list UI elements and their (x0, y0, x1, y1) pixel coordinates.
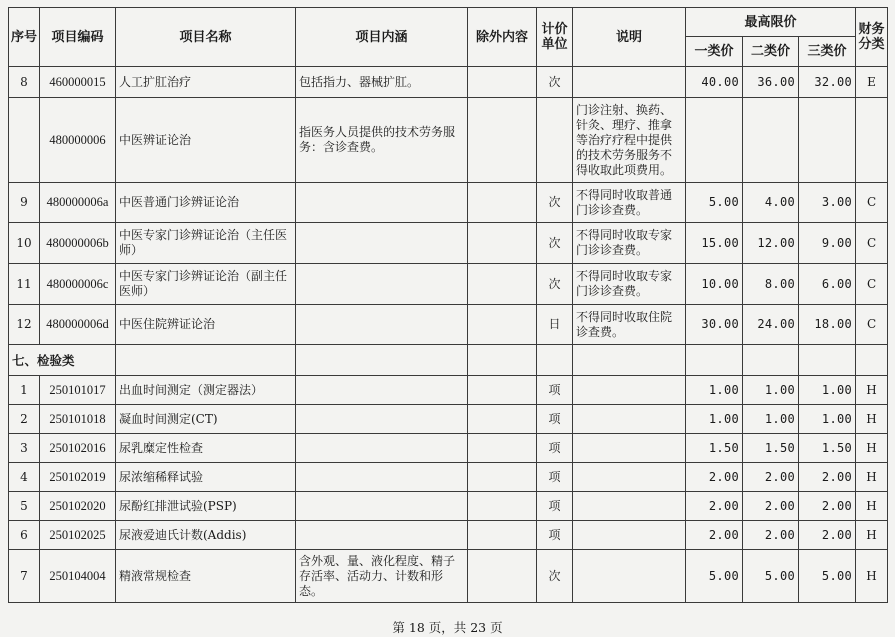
row-name: 精液常规检查 (116, 550, 296, 603)
row-seq: 8 (9, 67, 40, 98)
row-price-class2: 36.00 (743, 67, 799, 98)
row-content (296, 463, 468, 492)
row-name: 尿液爱迪氏计数(Addis) (116, 521, 296, 550)
section-row (9, 345, 888, 376)
row-excluded (468, 223, 537, 264)
table-row (9, 223, 888, 264)
row-finance: H (856, 521, 888, 550)
row-note: 不得同时收取专家门诊诊查费。 (573, 264, 686, 305)
table-row (9, 550, 888, 603)
row-code: 480000006a (40, 183, 116, 223)
header-class1: 一类价 (686, 37, 743, 67)
row-note (573, 521, 686, 550)
row-price-class3: 6.00 (799, 264, 856, 305)
row-content (296, 405, 468, 434)
row-content: 包括指力、器械扩肛。 (296, 67, 468, 98)
row-code: 480000006c (40, 264, 116, 305)
row-price-class3: 3.00 (799, 183, 856, 223)
row-price-class1: 10.00 (686, 264, 743, 305)
row-seq: 7 (9, 550, 40, 603)
table-row (9, 183, 888, 223)
row-content (296, 521, 468, 550)
table-row (9, 434, 888, 463)
row-unit: 日 (537, 305, 573, 345)
row-excluded (468, 463, 537, 492)
row-note (573, 405, 686, 434)
row-unit: 项 (537, 521, 573, 550)
header-unit: 计价单位 (537, 8, 573, 67)
row-price-class3: 2.00 (799, 463, 856, 492)
row-excluded (468, 550, 537, 603)
row-excluded (468, 183, 537, 223)
row-finance: H (856, 376, 888, 405)
row-excluded (468, 305, 537, 345)
row-price-class2: 1.50 (743, 434, 799, 463)
row-finance: C (856, 183, 888, 223)
row-unit (537, 98, 573, 183)
header-class2: 二类价 (743, 37, 799, 67)
row-seq: 3 (9, 434, 40, 463)
row-price-class1: 5.00 (686, 183, 743, 223)
row-unit: 项 (537, 492, 573, 521)
page-footer: 第 18 页，共 23 页 (392, 620, 503, 635)
row-excluded (468, 67, 537, 98)
row-name: 中医普通门诊辨证论治 (116, 183, 296, 223)
table-row (9, 521, 888, 550)
row-price-class3: 5.00 (799, 550, 856, 603)
row-unit: 次 (537, 550, 573, 603)
row-content (296, 492, 468, 521)
row-price-class1: 1.00 (686, 405, 743, 434)
row-price-class3: 18.00 (799, 305, 856, 345)
row-price-class3: 1.00 (799, 405, 856, 434)
row-price-class2: 2.00 (743, 463, 799, 492)
row-finance: H (856, 434, 888, 463)
row-name: 凝血时间测定(CT) (116, 405, 296, 434)
row-code: 480000006b (40, 223, 116, 264)
header-class3: 三类价 (799, 37, 856, 67)
table-row (9, 67, 888, 98)
table-row (9, 463, 888, 492)
row-price-class3: 1.00 (799, 376, 856, 405)
row-excluded (468, 521, 537, 550)
header-excluded: 除外内容 (468, 8, 537, 67)
row-price-class2 (743, 98, 799, 183)
row-note: 不得同时收取住院诊查费。 (573, 305, 686, 345)
row-price-class2: 1.00 (743, 405, 799, 434)
row-name: 尿浓缩稀释试验 (116, 463, 296, 492)
row-content (296, 376, 468, 405)
row-note (573, 67, 686, 98)
row-seq: 2 (9, 405, 40, 434)
row-content: 指医务人员提供的技术劳务服务：含诊查费。 (296, 98, 468, 183)
row-price-class2: 12.00 (743, 223, 799, 264)
row-content (296, 434, 468, 463)
table-row (9, 305, 888, 345)
table-row (9, 376, 888, 405)
row-unit: 次 (537, 67, 573, 98)
table-row (9, 492, 888, 521)
row-excluded (468, 98, 537, 183)
row-seq: 11 (9, 264, 40, 305)
row-price-class1: 2.00 (686, 521, 743, 550)
row-price-class1: 1.50 (686, 434, 743, 463)
row-excluded (468, 264, 537, 305)
row-code: 250102016 (40, 434, 116, 463)
row-unit: 次 (537, 264, 573, 305)
price-table (8, 7, 888, 603)
row-price-class1: 2.00 (686, 463, 743, 492)
row-price-class2: 24.00 (743, 305, 799, 345)
table-row (9, 405, 888, 434)
row-content (296, 183, 468, 223)
row-name: 中医辨证论治 (116, 98, 296, 183)
row-name: 尿酚红排泄试验(PSP) (116, 492, 296, 521)
row-unit: 项 (537, 405, 573, 434)
row-content (296, 264, 468, 305)
row-price-class1 (686, 98, 743, 183)
row-price-class2: 5.00 (743, 550, 799, 603)
row-note (573, 550, 686, 603)
row-price-class1: 30.00 (686, 305, 743, 345)
header-finance: 财务分类 (856, 8, 888, 67)
row-price-class3 (799, 98, 856, 183)
row-seq: 5 (9, 492, 40, 521)
row-code: 250102020 (40, 492, 116, 521)
row-seq: 1 (9, 376, 40, 405)
row-price-class1: 5.00 (686, 550, 743, 603)
row-price-class1: 2.00 (686, 492, 743, 521)
row-excluded (468, 376, 537, 405)
row-name: 中医住院辨证论治 (116, 305, 296, 345)
row-price-class3: 32.00 (799, 67, 856, 98)
row-code: 480000006 (40, 98, 116, 183)
row-price-class2: 2.00 (743, 521, 799, 550)
row-price-class1: 40.00 (686, 67, 743, 98)
row-finance (856, 98, 888, 183)
header-max-price: 最高限价 (686, 8, 856, 37)
row-code: 250101017 (40, 376, 116, 405)
row-note (573, 463, 686, 492)
row-note: 不得同时收取普通门诊诊查费。 (573, 183, 686, 223)
row-excluded (468, 405, 537, 434)
row-finance: C (856, 305, 888, 345)
row-name: 中医专家门诊辨证论治（主任医师） (116, 223, 296, 264)
row-unit: 次 (537, 223, 573, 264)
row-finance: C (856, 223, 888, 264)
header-content: 项目内涵 (296, 8, 468, 67)
row-name: 中医专家门诊辨证论治（副主任医师） (116, 264, 296, 305)
row-name: 人工扩肛治疗 (116, 67, 296, 98)
row-unit: 项 (537, 376, 573, 405)
row-finance: H (856, 492, 888, 521)
row-finance: H (856, 405, 888, 434)
header-name: 项目名称 (116, 8, 296, 67)
row-seq: 6 (9, 521, 40, 550)
row-seq: 4 (9, 463, 40, 492)
row-content: 含外观、量、液化程度、精子存活率、活动力、计数和形态。 (296, 550, 468, 603)
row-code: 480000006d (40, 305, 116, 345)
row-seq: 9 (9, 183, 40, 223)
row-finance: C (856, 264, 888, 305)
header-seq: 序号 (9, 8, 40, 67)
row-price-class2: 1.00 (743, 376, 799, 405)
section-title: 七、检验类 (9, 345, 116, 376)
row-content (296, 305, 468, 345)
row-seq (9, 98, 40, 183)
row-finance: E (856, 67, 888, 98)
row-finance: H (856, 550, 888, 603)
row-code: 250101018 (40, 405, 116, 434)
row-note (573, 492, 686, 521)
row-price-class1: 15.00 (686, 223, 743, 264)
row-code: 250104004 (40, 550, 116, 603)
row-note (573, 376, 686, 405)
header-note: 说明 (573, 8, 686, 67)
row-code: 250102019 (40, 463, 116, 492)
row-price-class3: 9.00 (799, 223, 856, 264)
row-name: 尿乳糜定性检查 (116, 434, 296, 463)
row-price-class2: 8.00 (743, 264, 799, 305)
row-seq: 10 (9, 223, 40, 264)
row-unit: 项 (537, 434, 573, 463)
row-excluded (468, 434, 537, 463)
row-unit: 项 (537, 463, 573, 492)
row-content (296, 223, 468, 264)
row-note: 不得同时收取专家门诊诊查费。 (573, 223, 686, 264)
row-price-class2: 4.00 (743, 183, 799, 223)
row-price-class3: 1.50 (799, 434, 856, 463)
row-name: 出血时间测定（测定器法） (116, 376, 296, 405)
row-code: 460000015 (40, 67, 116, 98)
row-seq: 12 (9, 305, 40, 345)
row-note (573, 434, 686, 463)
row-finance: H (856, 463, 888, 492)
row-note: 门诊注射、换药、针灸、理疗、推拿等治疗疗程中提供的技术劳务服务不得收取此项费用。 (573, 98, 686, 183)
row-code: 250102025 (40, 521, 116, 550)
table-row (9, 264, 888, 305)
table-row (9, 98, 888, 183)
row-unit: 次 (537, 183, 573, 223)
row-price-class3: 2.00 (799, 492, 856, 521)
row-price-class3: 2.00 (799, 521, 856, 550)
row-price-class2: 2.00 (743, 492, 799, 521)
row-excluded (468, 492, 537, 521)
header-code: 项目编码 (40, 8, 116, 67)
row-price-class1: 1.00 (686, 376, 743, 405)
